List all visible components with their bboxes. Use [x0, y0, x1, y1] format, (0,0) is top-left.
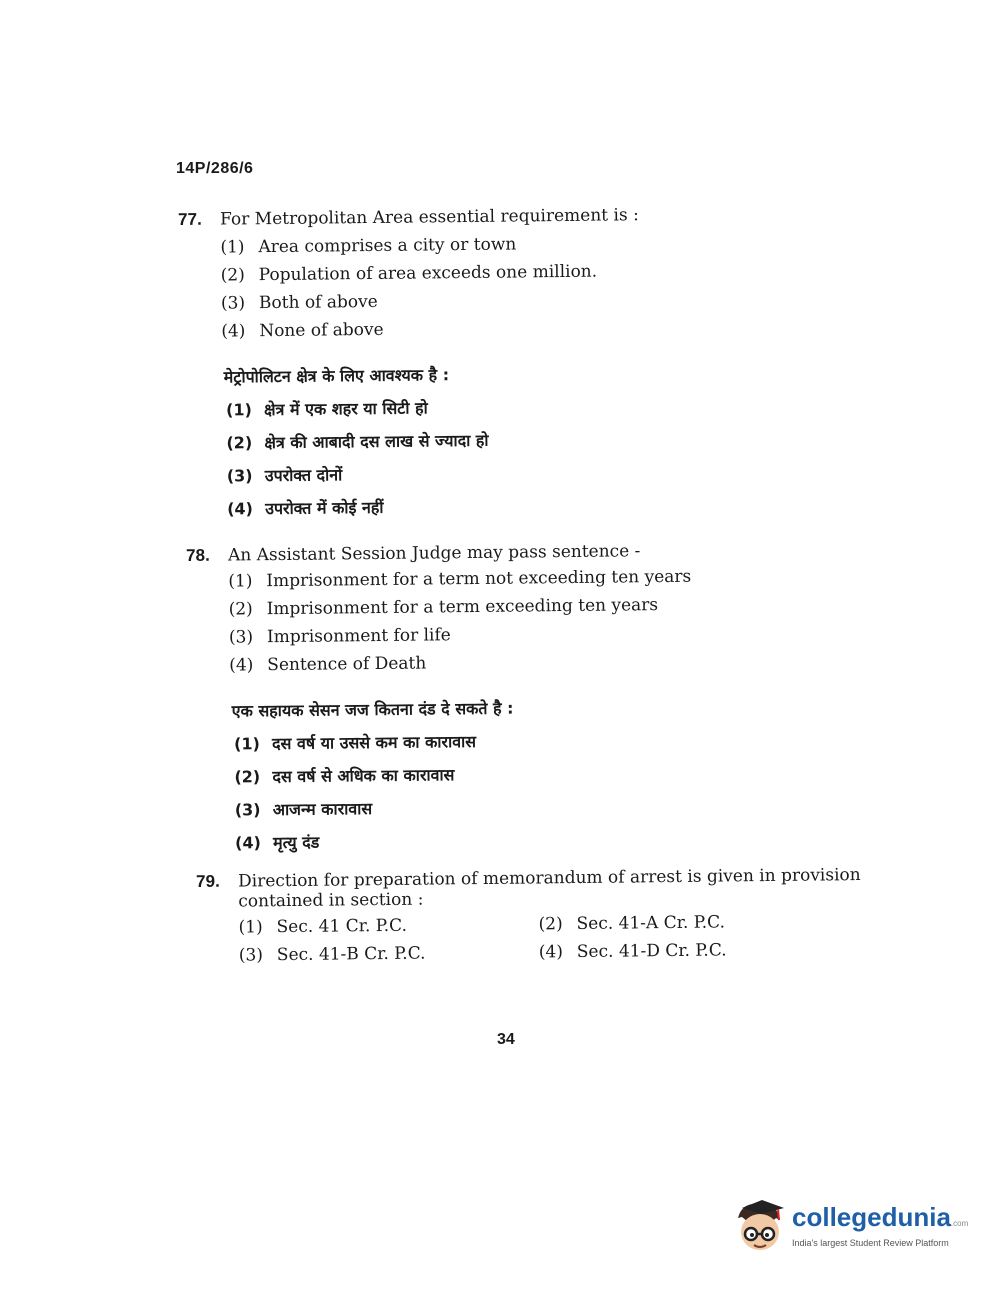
option: (3) उपरोक्त दोनों — [226, 465, 343, 486]
question-text-cont: contained in section : — [238, 889, 424, 912]
question-stem-hi: मेट्रोपोलिटन क्षेत्र के लिए आवश्यक है : — [223, 365, 450, 387]
question-stem-en — [186, 541, 691, 566]
option: (1) दस वर्ष या उससे कम का कारावास — [233, 731, 477, 754]
option: (3) Sec. 41-B Cr. P.C. — [238, 943, 426, 966]
option: (4) Sec. 41-D Cr. P.C. — [538, 940, 727, 963]
question-number: 77. — [178, 209, 202, 229]
option: (3) Both of above — [220, 291, 378, 314]
question-text: For Metropolitan Area essential requirement is : — [219, 205, 639, 230]
option: (3) आजन्म कारावास — [234, 799, 373, 820]
option: (3) Imprisonment for life — [228, 625, 451, 648]
option: (2) Population of area exceeds one million. — [220, 261, 598, 286]
question-79 — [196, 865, 862, 970]
question-stem-hi: एक सहायक सेसन जज कितना दंड दे सकते है : — [231, 698, 514, 721]
question-text: An Assistant Session Judge may pass sentence - — [227, 541, 641, 566]
collegedunia-watermark — [732, 1196, 969, 1258]
question-text: Direction for preparation of memorandum of arrest is given in provision — [237, 865, 861, 892]
brand-tagline: India's largest Student Review Platform — [792, 1238, 949, 1248]
option: (1) Sec. 41 Cr. P.C. — [238, 915, 408, 938]
options-hi — [226, 389, 642, 525]
question-77 — [178, 205, 642, 526]
paper-code: 14P/286/6 — [176, 160, 254, 177]
option: (1) क्षेत्र में एक शहर या सिटी हो — [225, 398, 428, 420]
options-en — [228, 563, 692, 680]
question-78 — [186, 541, 694, 860]
option: (4) None of above — [221, 319, 384, 342]
option: (4) मृत्यु दंड — [235, 832, 320, 853]
option: (2) क्षेत्र की आबादी दस लाख से ज्यादा हो — [226, 430, 489, 453]
question-number: 79. — [196, 871, 220, 891]
mascot-icon — [732, 1196, 788, 1258]
brand-name: collegedunia.com — [792, 1202, 969, 1232]
option: (2) दस वर्ष से अधिक का कारावास — [234, 765, 455, 787]
page-number: 34 — [497, 1031, 515, 1048]
option: (1) Area comprises a city or town — [220, 234, 517, 258]
options-hi — [234, 723, 694, 860]
options-en — [220, 229, 640, 345]
option: (2) Imprisonment for a term exceeding ten years — [228, 595, 659, 620]
option: (1) Imprisonment for a term not exceeding ten years — [228, 566, 692, 592]
options — [238, 907, 861, 970]
option: (4) उपरोक्त में कोई नहीं — [227, 497, 384, 519]
option: (4) Sentence of Death — [229, 653, 427, 676]
question-stem-en — [178, 205, 639, 230]
question-number: 78. — [186, 545, 210, 565]
option: (2) Sec. 41-A Cr. P.C. — [538, 912, 726, 935]
